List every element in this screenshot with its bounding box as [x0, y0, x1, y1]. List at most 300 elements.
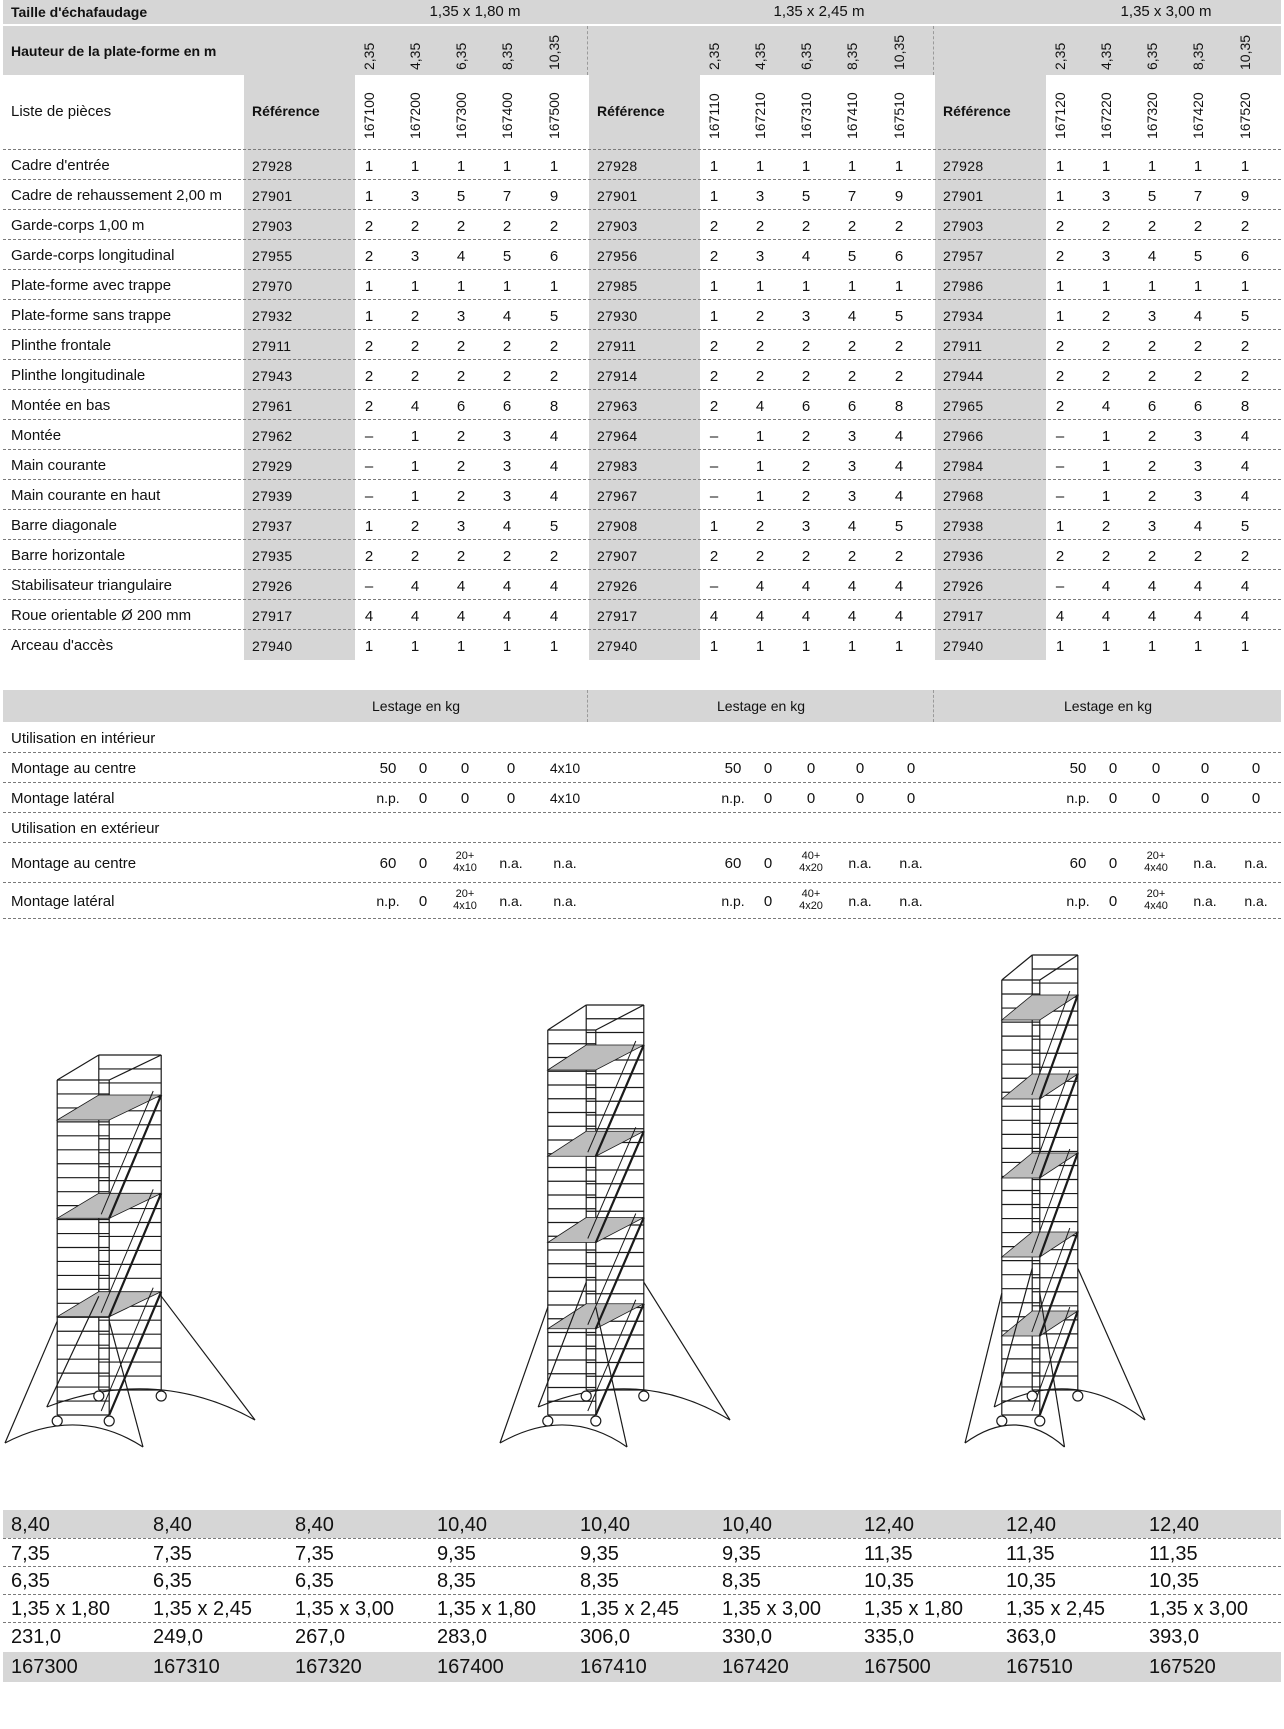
ballast-value-line: 40+: [801, 888, 821, 900]
castor-wheel: [997, 1416, 1007, 1426]
ballast-value: 0: [763, 759, 773, 777]
part-quantity: 1: [1055, 188, 1065, 205]
ballast-value: n.a.: [1244, 892, 1268, 909]
part-quantity: 1: [1147, 638, 1157, 655]
part-reference: 27985: [597, 278, 638, 294]
part-reference: 27911: [597, 338, 637, 354]
part-quantity: 6: [1240, 248, 1250, 265]
part-quantity: 3: [1147, 518, 1157, 535]
summary-value: 6,35: [295, 1570, 334, 1592]
part-quantity: 2: [502, 338, 512, 355]
part-quantity: 4: [549, 458, 559, 475]
row-separator: [3, 539, 1281, 540]
part-quantity: 1: [502, 278, 512, 295]
ballast-value: 50: [724, 759, 742, 777]
part-quantity: 2: [364, 218, 374, 235]
outrigger: [1078, 1268, 1145, 1420]
part-quantity: 3: [502, 488, 512, 505]
part-quantity: 6: [1147, 398, 1157, 415]
row-separator: [3, 269, 1281, 270]
part-quantity: 3: [456, 518, 466, 535]
part-quantity: 3: [1101, 188, 1111, 205]
part-quantity: 4: [549, 578, 559, 595]
part-quantity: 5: [502, 248, 512, 265]
ballast-value: n.p.: [376, 892, 400, 909]
summary-value: 9,35: [437, 1543, 476, 1565]
summary-value: 8,40: [295, 1514, 334, 1536]
part-quantity: 4: [502, 518, 512, 535]
summary-separator: [3, 1594, 1281, 1595]
ballast-value-line: 4x10: [453, 899, 477, 912]
part-name: Roue orientable Ø 200 mm: [11, 607, 192, 624]
ballast-value-line: 40+: [801, 850, 821, 862]
part-reference: 27917: [597, 608, 638, 624]
part-reference: 27940: [597, 638, 638, 654]
ballast-row-label: Montage au centre: [11, 854, 137, 872]
part-quantity: 4: [755, 608, 765, 625]
part-quantity: 2: [456, 218, 466, 235]
height-value: 8,35: [499, 42, 515, 70]
article-code: 167300: [453, 92, 469, 139]
guardrail: [57, 1055, 99, 1080]
part-quantity: 2: [1101, 338, 1111, 355]
ballast-value: 0: [1151, 789, 1161, 807]
part-reference: 27911: [943, 338, 983, 354]
article-code: 167220: [1098, 92, 1114, 139]
part-quantity: 2: [1147, 338, 1157, 355]
part-name: Cadre d'entrée: [11, 157, 110, 174]
part-quantity: 2: [364, 368, 374, 385]
part-quantity: 4: [502, 308, 512, 325]
ballast-separator: [3, 918, 1281, 919]
ballast-section: Utilisation en intérieur: [11, 729, 156, 747]
part-quantity: 2: [801, 368, 811, 385]
part-quantity: 2: [709, 248, 719, 265]
summary-value: 1,35 x 1,80: [864, 1598, 963, 1620]
part-quantity: 2: [894, 338, 904, 355]
summary-value: 167310: [153, 1656, 220, 1678]
part-quantity: 1: [709, 308, 719, 325]
ballast-value: n.a.: [899, 892, 923, 909]
ballast-value: 4x10: [549, 789, 581, 806]
part-quantity: 1: [894, 638, 904, 655]
part-reference: 27940: [943, 638, 984, 654]
ballast-divider: [933, 690, 934, 722]
part-quantity: 1: [755, 158, 765, 175]
part-quantity: 1: [709, 518, 719, 535]
summary-value: 1,35 x 2,45: [1006, 1598, 1105, 1620]
part-quantity: 6: [847, 398, 857, 415]
scaffold-illustrations: [0, 950, 1284, 1510]
part-quantity: 2: [755, 308, 765, 325]
outrigger: [538, 1282, 586, 1407]
ballast-value: 0: [418, 854, 428, 872]
part-quantity: 4: [894, 578, 904, 595]
part-quantity: 4: [410, 398, 420, 415]
part-quantity: 4: [755, 398, 765, 415]
part-quantity: 2: [549, 548, 559, 565]
summary-value: 167420: [722, 1656, 789, 1678]
part-name: Plinthe frontale: [11, 337, 112, 354]
part-quantity: 3: [847, 428, 857, 445]
summary-value: 10,35: [1149, 1570, 1200, 1592]
part-quantity: 1: [894, 158, 904, 175]
part-quantity: 2: [456, 458, 466, 475]
part-quantity: 1: [364, 518, 374, 535]
ballast-value: 60: [379, 854, 397, 872]
part-quantity: 2: [1055, 218, 1065, 235]
part-quantity: 4: [1193, 308, 1203, 325]
part-quantity: 4: [1101, 398, 1111, 415]
part-quantity: 3: [847, 488, 857, 505]
summary-value: 363,0: [1006, 1626, 1057, 1648]
ballast-separator: [3, 842, 1281, 843]
outrigger-arc: [965, 1425, 1065, 1447]
ballast-value: n.p.: [1066, 892, 1090, 909]
reference-label: Référence: [597, 103, 665, 119]
part-reference: 27901: [252, 188, 293, 204]
part-name: Cadre de rehaussement 2,00 m: [11, 187, 222, 204]
ballast-value-line: 4x10: [453, 861, 477, 874]
article-code: 167510: [891, 92, 907, 139]
part-quantity: 1: [709, 158, 719, 175]
part-quantity: 2: [1055, 368, 1065, 385]
part-quantity: 1: [1193, 158, 1203, 175]
part-quantity: 3: [801, 308, 811, 325]
part-quantity: –: [709, 488, 719, 505]
part-reference: 27986: [943, 278, 984, 294]
part-reference: 27944: [943, 368, 984, 384]
summary-value: 283,0: [437, 1626, 488, 1648]
part-reference: 27917: [943, 608, 984, 624]
summary-value: 8,40: [153, 1514, 192, 1536]
ballast-value-line: 4x40: [1144, 861, 1168, 874]
summary-value: 8,35: [580, 1570, 619, 1592]
ballast-value: n.a.: [899, 854, 923, 871]
part-quantity: 1: [709, 638, 719, 655]
guardrail: [1040, 955, 1078, 980]
summary-separator: [3, 1538, 1281, 1539]
part-reference: 27955: [252, 248, 293, 264]
part-quantity: 1: [1193, 278, 1203, 295]
part-reference: 27937: [252, 518, 293, 534]
ballast-header: Lestage en kg: [717, 698, 805, 714]
part-reference: 27929: [252, 458, 293, 474]
part-quantity: 4: [847, 608, 857, 625]
castor-wheel: [543, 1416, 553, 1426]
summary-value: 167510: [1006, 1656, 1073, 1678]
part-quantity: 2: [364, 548, 374, 565]
row-separator: [3, 479, 1281, 480]
castor-wheel: [104, 1416, 114, 1426]
part-name: Plate-forme avec trappe: [11, 277, 172, 294]
part-quantity: 4: [364, 608, 374, 625]
part-quantity: 1: [1101, 638, 1111, 655]
ballast-value: 0: [1151, 759, 1161, 777]
header-divider: [933, 26, 934, 75]
part-name: Main courante: [11, 457, 107, 474]
height-value: 10,35: [1237, 34, 1253, 70]
part-quantity: 1: [1193, 638, 1203, 655]
part-quantity: 1: [364, 278, 374, 295]
ballast-value: n.a.: [1244, 854, 1268, 871]
part-quantity: 2: [847, 368, 857, 385]
part-reference: 27930: [597, 308, 638, 324]
part-name: Garde-corps longitudinal: [11, 247, 175, 264]
part-reference: 27917: [252, 608, 293, 624]
height-value: 2,35: [706, 42, 722, 70]
part-quantity: 2: [456, 548, 466, 565]
part-quantity: 6: [502, 398, 512, 415]
platform: [57, 1292, 161, 1317]
part-quantity: 2: [410, 548, 420, 565]
summary-value: 167410: [580, 1656, 647, 1678]
ballast-value-line: 20+: [1146, 888, 1166, 900]
part-quantity: 1: [709, 188, 719, 205]
ballast-value-line: 20+: [455, 888, 475, 900]
summary-value: 167520: [1149, 1656, 1216, 1678]
summary-value: 267,0: [295, 1626, 346, 1648]
part-quantity: 4: [847, 308, 857, 325]
ballast-value: 0: [1200, 789, 1210, 807]
part-quantity: 2: [456, 338, 466, 355]
part-quantity: 4: [1193, 608, 1203, 625]
part-quantity: 2: [801, 548, 811, 565]
row-separator: [3, 449, 1281, 450]
part-quantity: 1: [755, 488, 765, 505]
part-quantity: 2: [847, 548, 857, 565]
ballast-value-line: 20+: [1146, 850, 1166, 862]
part-quantity: 1: [549, 278, 559, 295]
part-quantity: 1: [1101, 428, 1111, 445]
part-reference: 27957: [943, 248, 984, 264]
castor-wheel: [591, 1416, 601, 1426]
summary-header-bar: [3, 1510, 1281, 1538]
summary-value: 9,35: [580, 1543, 619, 1565]
summary-value: 11,35: [1006, 1543, 1055, 1565]
part-reference: 27935: [252, 548, 293, 564]
part-reference: 27964: [597, 428, 638, 444]
ballast-value: 0: [1200, 759, 1210, 777]
outrigger: [161, 1296, 255, 1420]
part-quantity: 2: [502, 368, 512, 385]
part-quantity: 2: [709, 398, 719, 415]
part-quantity: 1: [410, 458, 420, 475]
part-quantity: 5: [894, 308, 904, 325]
platform: [548, 1131, 644, 1156]
part-reference: 27961: [252, 398, 293, 414]
part-quantity: 4: [1147, 578, 1157, 595]
ballast-value-stacked: [453, 889, 477, 912]
part-quantity: 1: [549, 638, 559, 655]
part-reference: 27901: [943, 188, 984, 204]
ballast-value: 0: [506, 759, 516, 777]
part-reference: 27968: [943, 488, 984, 504]
summary-value: 6,35: [153, 1570, 192, 1592]
part-quantity: 2: [801, 218, 811, 235]
part-quantity: –: [709, 428, 719, 445]
article-code: 167200: [407, 92, 423, 139]
scaffold-group: [965, 955, 1145, 1447]
part-quantity: 6: [801, 398, 811, 415]
part-name: Montée en bas: [11, 397, 111, 414]
part-quantity: 4: [410, 608, 420, 625]
height-value: 6,35: [1144, 42, 1160, 70]
part-reference: 27926: [252, 578, 293, 594]
summary-value: 335,0: [864, 1626, 915, 1648]
part-quantity: 2: [1193, 368, 1203, 385]
part-quantity: 6: [456, 398, 466, 415]
ballast-value: 0: [1251, 759, 1261, 777]
summary-value: 330,0: [722, 1626, 773, 1648]
part-quantity: 4: [456, 578, 466, 595]
ballast-value: 0: [1108, 892, 1118, 910]
part-quantity: 4: [456, 608, 466, 625]
height-value: 4,35: [407, 42, 423, 70]
part-quantity: 1: [755, 638, 765, 655]
part-quantity: 9: [1240, 188, 1250, 205]
size-header-bar: [3, 0, 1281, 24]
part-quantity: 4: [1240, 488, 1250, 505]
part-quantity: 4: [847, 578, 857, 595]
article-code: 167120: [1052, 92, 1068, 139]
part-quantity: 9: [894, 188, 904, 205]
guardrail: [109, 1055, 161, 1080]
ballast-row-label: Montage au centre: [11, 759, 137, 777]
part-reference: 27963: [597, 398, 638, 414]
part-quantity: 2: [1193, 338, 1203, 355]
part-reference: 27970: [252, 278, 293, 294]
ballast-value: n.a.: [553, 854, 577, 871]
article-code: 167420: [1190, 92, 1206, 139]
part-quantity: 2: [1147, 548, 1157, 565]
article-code: 167310: [798, 92, 814, 139]
part-quantity: 2: [1240, 548, 1250, 565]
ballast-value-line: 4x40: [1144, 899, 1168, 912]
part-quantity: 4: [1147, 608, 1157, 625]
part-quantity: 1: [502, 638, 512, 655]
part-reference: 27965: [943, 398, 984, 414]
row-separator: [3, 419, 1281, 420]
height-value: 8,35: [1190, 42, 1206, 70]
part-name: Arceau d'accès: [11, 637, 114, 654]
part-reference: 27903: [943, 218, 984, 234]
part-quantity: 2: [456, 488, 466, 505]
ballast-value: 0: [906, 789, 916, 807]
part-quantity: 2: [709, 548, 719, 565]
ballast-value: 0: [1251, 789, 1261, 807]
scaffold-medium-drawing: [495, 1000, 735, 1470]
part-quantity: 2: [364, 248, 374, 265]
ballast-value: 50: [379, 759, 397, 777]
part-quantity: 1: [1240, 158, 1250, 175]
scaffold-large-drawing: [960, 950, 1150, 1470]
ballast-value: n.p.: [376, 789, 400, 806]
part-quantity: 2: [847, 218, 857, 235]
summary-value: 11,35: [864, 1543, 913, 1565]
part-quantity: 1: [1101, 488, 1111, 505]
ballast-value: 0: [906, 759, 916, 777]
summary-value: 1,35 x 3,00: [722, 1598, 821, 1620]
ballast-value: 50: [1069, 759, 1087, 777]
part-quantity: 3: [1147, 308, 1157, 325]
ballast-value: 0: [763, 789, 773, 807]
part-quantity: 2: [1147, 218, 1157, 235]
ballast-value: 0: [806, 789, 816, 807]
row-separator: [3, 359, 1281, 360]
row-separator: [3, 299, 1281, 300]
part-quantity: 2: [1193, 548, 1203, 565]
part-quantity: 1: [1240, 278, 1250, 295]
castor-wheel: [94, 1391, 104, 1401]
part-reference: 27943: [252, 368, 293, 384]
part-quantity: 4: [1240, 428, 1250, 445]
part-quantity: –: [364, 578, 374, 595]
summary-value: 7,35: [11, 1543, 50, 1565]
summary-value: 1,35 x 1,80: [11, 1598, 110, 1620]
summary-separator: [3, 1566, 1281, 1567]
part-quantity: 2: [549, 368, 559, 385]
part-quantity: 2: [755, 518, 765, 535]
part-quantity: 1: [410, 488, 420, 505]
part-quantity: 5: [549, 308, 559, 325]
part-reference: 27907: [597, 548, 638, 564]
part-quantity: 2: [1147, 368, 1157, 385]
part-reference: 27928: [252, 158, 293, 174]
height-value: 2,35: [1052, 42, 1068, 70]
ballast-value: 0: [855, 759, 865, 777]
scaffold-group: [500, 1005, 730, 1447]
ballast-value-stacked: [799, 889, 823, 912]
castor-wheel: [156, 1391, 166, 1401]
part-quantity: 2: [847, 338, 857, 355]
part-quantity: 1: [1101, 458, 1111, 475]
summary-value: 8,40: [11, 1514, 50, 1536]
header-divider: [587, 26, 588, 75]
platform: [1002, 1232, 1078, 1257]
reference-label: Référence: [943, 103, 1011, 119]
part-quantity: 2: [1147, 428, 1157, 445]
ballast-value: 4x10: [549, 759, 581, 776]
part-quantity: 5: [1240, 518, 1250, 535]
part-quantity: 2: [1240, 338, 1250, 355]
part-quantity: 2: [410, 368, 420, 385]
summary-value: 12,40: [1006, 1514, 1057, 1536]
part-quantity: 8: [549, 398, 559, 415]
part-quantity: 1: [801, 278, 811, 295]
summary-value: 10,40: [437, 1514, 488, 1536]
part-quantity: 8: [894, 398, 904, 415]
row-separator: [3, 179, 1281, 180]
ballast-value: 0: [418, 789, 428, 807]
article-code: 167500: [546, 92, 562, 139]
part-quantity: 1: [1055, 278, 1065, 295]
part-reference: 27934: [943, 308, 984, 324]
ballast-value: n.a.: [499, 892, 523, 909]
outrigger: [596, 1307, 627, 1447]
part-quantity: 6: [894, 248, 904, 265]
part-quantity: 1: [1055, 518, 1065, 535]
size-heading: 1,35 x 2,45 m: [773, 3, 865, 20]
part-quantity: 2: [801, 338, 811, 355]
summary-value: 167300: [11, 1656, 78, 1678]
summary-value: 10,40: [722, 1514, 773, 1536]
part-quantity: 1: [1101, 158, 1111, 175]
ballast-value-line: 4x20: [799, 899, 823, 912]
summary-value: 1,35 x 3,00: [295, 1598, 394, 1620]
part-quantity: 2: [1055, 248, 1065, 265]
part-quantity: 1: [410, 278, 420, 295]
